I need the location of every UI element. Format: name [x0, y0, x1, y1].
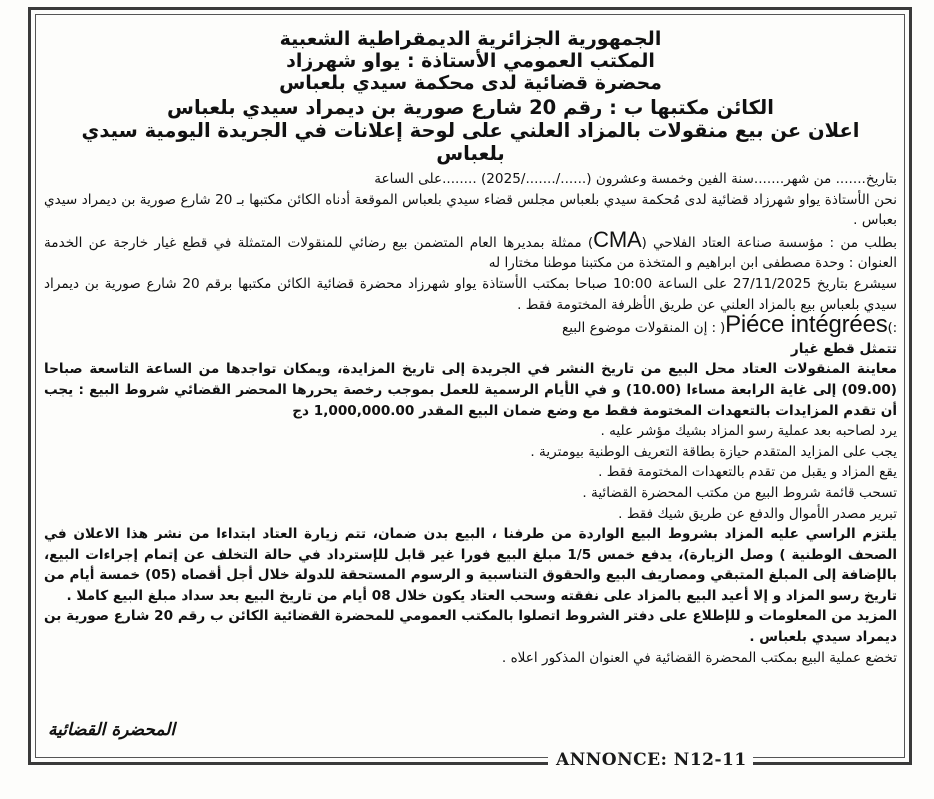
items-prefix: :): [887, 320, 897, 337]
notice-body: [44, 169, 897, 668]
closing-line: تخضع عملية البيع بمكتب المحضرة القضائية في العنوان المذكور اعلاه .: [501, 649, 897, 666]
obligations-paragraph: يلتزم الراسي عليه المزاد بشروط البيع الواردة من طرفنا ، البيع بدن ضمان، تتم زيارة العتاد ابتداءا من نشر هذا الاعلان في الصحف الوطنية ) وصل الزيارة)، يدفع خمس 1/5 مبلغ البيع فورا غير قابل للإسترداد في حالة التخلف عن إتمام إجراءات البيع، بالإضافة إلى المبلغ المتبقي ومصاريف البيع والحقوق التناسبية و الرسوم المستحقة للدولة خلال أجل أقصاه (05) خمسة أيام من تاريخ رسو المزاد و إلا أعيد البيع بالمزاد على نفقته وسحب العتاد يكون خلال 08 أيام من تاريخ البيع بعد سداد مبلغ البيع كاملا .: [44, 526, 897, 604]
notice-header: [44, 28, 897, 94]
intro-paragraph: نحن الأستاذة يواو شهرزاد قضائية لدى مُحكمة سيدي بلعباس مجلس قضاء سيدي بلعباس الموقعة أدناه الكائن مكتبها بـ 20 شارع صورية بن ديمراد سيدي بعباس .: [44, 191, 897, 229]
inspection-paragraph: معاينة المنقولات العتاد محل البيع من تاريخ النشر في الجريدة إلى تاريخ المزايدة، ويمكان تواجدها من الساعة التاسعة صباحا (09.00) إلى غاية الرابعة مساءا (10.00) و في الأيام الرسمية للعمل بموجب رخصة يحررها المحضر القضائي شروط البيع : يجب أن تقدم المزايدات بالتعهدات المختومة فقط مع وضع ضمان البيع المقدر 1,000,000.00 دج: [44, 361, 897, 419]
more-info-paragraph: المزيد من المعلومات و للإطلاع على دفتر الشروط اتصلوا بالمكتب العمومي للمحضرة القضائية الكائن ب رقم 20 شارع صورية بن ديمراد سيدي بلعباس .: [44, 608, 897, 646]
notice-content: [44, 28, 897, 668]
request-prefix: بطلب من : مؤسسة صناعة العتاد الفلاحي (: [641, 234, 897, 251]
office-address: الكائن مكتبها ب : رقم 20 شارع صورية بن ديمراد سيدي بلعباس: [167, 96, 774, 119]
items-line: [44, 311, 897, 339]
items-suffix: ( : إن المنقولات موضوع البيع: [561, 320, 726, 337]
header-court: محضرة قضائية لدى محكمة سيدي بلعباس: [279, 72, 662, 94]
condition-item: يقع المزاد و يقبل من تقدم بالتعهدات المختومة فقط .: [598, 464, 897, 481]
notice-title: [44, 96, 897, 165]
header-republic: الجمهورية الجزائرية الديمقراطية الشعبية: [279, 28, 662, 50]
company-acronym: CMA: [593, 226, 642, 252]
signature: المحضرة القضائية: [48, 720, 176, 740]
header-office: المكتب العمومي الأستاذة : يواو شهرزاد: [286, 50, 655, 72]
announcement-title: اعلان عن بيع منقولات بالمزاد العلني على لوحة إعلانات في الجريدة اليومية سيدي بلعباس: [81, 119, 860, 165]
items-piece-label: Piéce intégrées: [725, 311, 888, 339]
request-suffix: ) ممثلة بمديرها العام المتضمن بيع رضائي للمنقولات المتمثلة في قطع غيار خارجة عن الخدمة العنوان : وحدة مصطفى ابن ابراهيم و المتخذة من مكتبنا موطنا مختارا له: [44, 234, 897, 272]
refund-line: يرد لصاحبه بعد عملية رسو المزاد بشيك مؤشر عليه .: [600, 423, 897, 440]
condition-item: يجب على المزايد المتقدم حيازة بطاقة التعريف الوطنية بيومترية .: [530, 443, 897, 460]
schedule-paragraph: سيشرع بتاريخ 27/11/2025 على الساعة 10:00 صباحا بمكتب الأستاذة يواو شهرزاد محضرة قضائية الكائن مكتبها برقم 20 شارع صورية بن ديمراد سيدي بلعباس بيع بالمزاد العلني عن طريق الأظرفة المختومة فقط .: [44, 275, 897, 313]
annonce-number: ANNONCE: N12-11: [556, 750, 747, 770]
condition-item: تسحب قائمة شروط البيع من مكتب المحضرة القضائية .: [582, 484, 897, 501]
request-paragraph: [44, 226, 897, 274]
condition-item: تبرير مصدر الأموال والدفع عن طريق شيك فقط .: [618, 505, 897, 522]
items-description: تتمثل قطع غيار: [790, 340, 897, 357]
date-line: بتاريخ....... من شهر.......سنة الفين وخمسة وعشرون (....../......./2025) ........على الساعة: [374, 171, 897, 187]
